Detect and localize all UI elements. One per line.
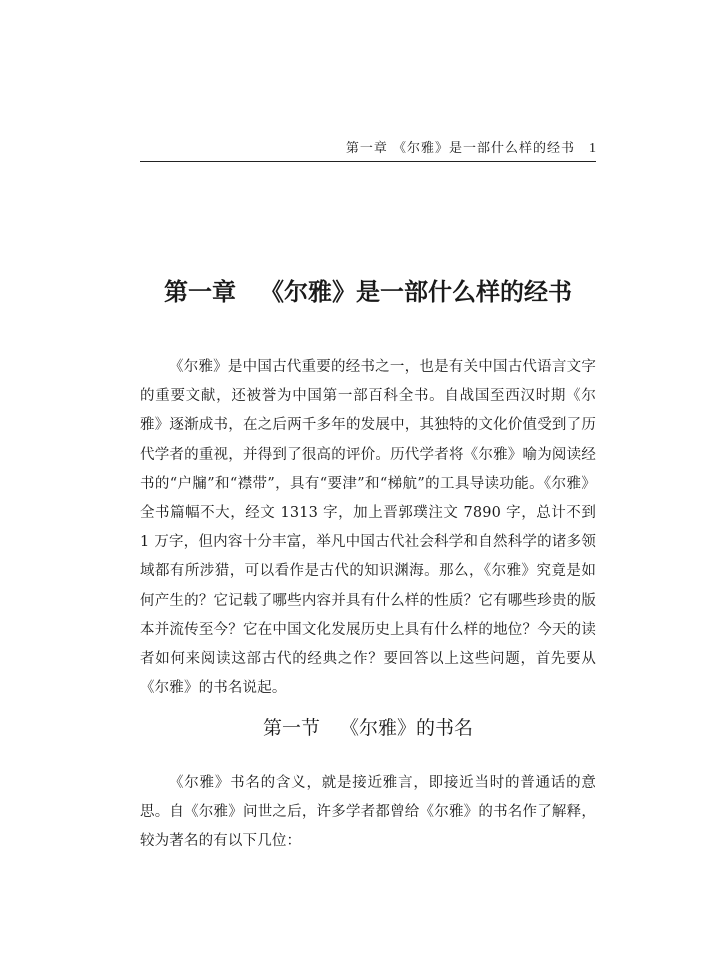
section-title xyxy=(140,713,596,743)
chapter-title-text: 《尔雅》是一部什么样的经书 xyxy=(260,278,572,306)
section-paragraph: 《尔雅》书名的含义，就是接近雅言，即接近当时的普通话的意思。自《尔雅》问世之后，许多学者都曾给《尔雅》的书名作了解释，较为著名的有以下几位： xyxy=(140,775,596,850)
section-label: 第一节 xyxy=(262,717,320,739)
chapter-label: 第一章 xyxy=(164,278,236,306)
page-number: 1 xyxy=(589,141,596,156)
running-head-title: 第一章 《尔雅》是一部什么样的经书 xyxy=(345,141,575,156)
intro-paragraph: 《尔雅》是中国古代重要的经书之一，也是有关中国古代语言文字的重要文献，还被誉为中国第一部百科全书。自战国至西汉时期《尔雅》逐渐成书，在之后两千多年的发展中，其独特的文化价值受到了历代学者的重视，并得到了很高的评价。历代学者将《尔雅》喻为阅读经书的“户牖”和“襟带”，具有“要津”和“梯航”的工具导读功能。《尔雅》全书篇幅不大，经文 1313 字，加上晋郭璞注文 7890 字，总计不到 1 万字，但内容十分丰富，举凡中国古代社会科学和自然科学的诸多领域都有所涉猎，可以看作是古代的知识渊海。那么，《尔雅》究竟是如何产生的？它记载了哪些内容并具有什么样的性质？它有哪些珍贵的版本并流传至今？它在中国文化发展历史上具有什么样的地位？今天的读者如何来阅读这部古代的经典之作？要回答以上这些问题，首先要从《尔雅》的书名说起。 xyxy=(140,359,596,697)
section-title-text: 《尔雅》的书名 xyxy=(340,717,474,739)
chapter-title xyxy=(140,272,596,312)
running-head xyxy=(140,138,596,160)
header-rule xyxy=(140,161,596,162)
